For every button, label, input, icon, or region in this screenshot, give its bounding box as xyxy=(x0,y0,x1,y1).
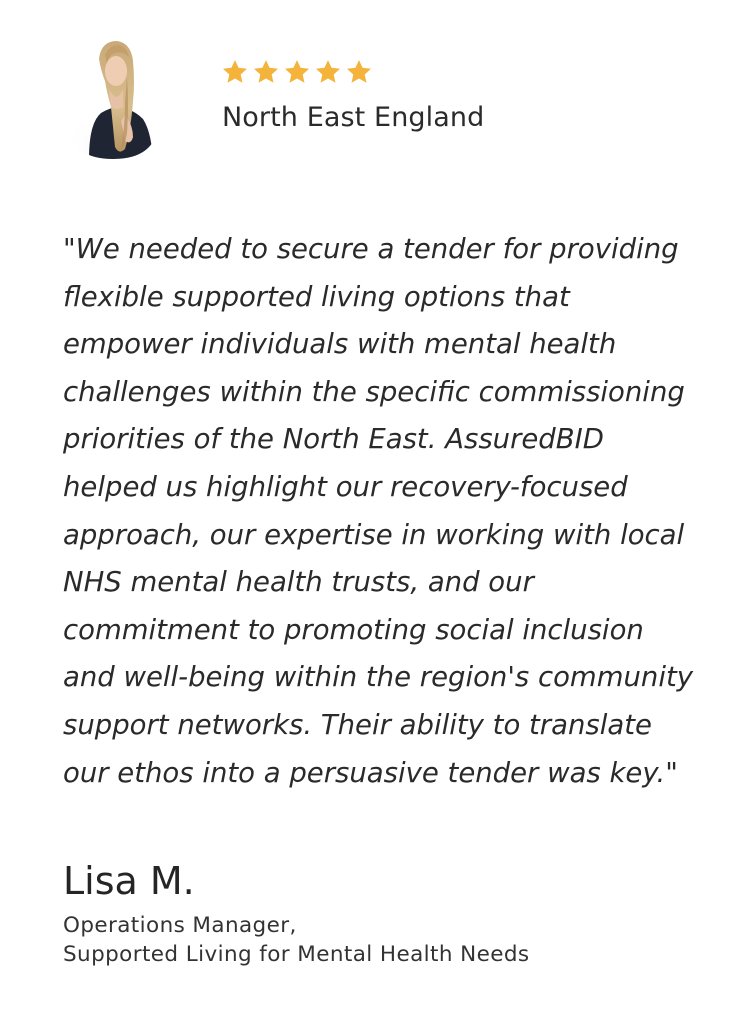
quote-line: commitment to promoting social inclusion xyxy=(63,613,644,646)
star-icon xyxy=(221,58,249,86)
star-icon xyxy=(345,58,373,86)
quote-line: approach, our expertise in working with local xyxy=(63,518,685,551)
testimonial-quote xyxy=(63,226,703,797)
quote-line: helped us highlight our recovery-focused xyxy=(63,470,628,503)
quote-line: empower individuals with mental health xyxy=(63,328,617,361)
author-name: Lisa M. xyxy=(63,859,195,903)
quote-line: priorities of the North East. AssuredBID xyxy=(63,423,604,456)
star-icon xyxy=(283,58,311,86)
star-icon xyxy=(252,58,280,86)
author-title xyxy=(63,911,530,969)
avatar xyxy=(67,37,159,159)
quote-line: NHS mental health trusts, and our xyxy=(63,566,534,599)
quote-line: flexible supported living options that xyxy=(63,280,570,313)
quote-line: our ethos into a persuasive tender was key." xyxy=(63,756,678,789)
quote-line: challenges within the specific commissioning xyxy=(63,375,685,408)
region-label: North East England xyxy=(222,102,485,133)
star-rating xyxy=(221,58,373,88)
author-role: Operations Manager, xyxy=(63,913,297,938)
quote-line: and well-being within the region's community xyxy=(63,661,694,694)
star-icon xyxy=(314,58,342,86)
person-photo-icon xyxy=(67,37,159,159)
quote-line: "We needed to secure a tender for providing xyxy=(63,233,679,265)
quote-line: support networks. Their ability to translate xyxy=(63,708,652,741)
author-organization: Supported Living for Mental Health Needs xyxy=(63,942,530,967)
